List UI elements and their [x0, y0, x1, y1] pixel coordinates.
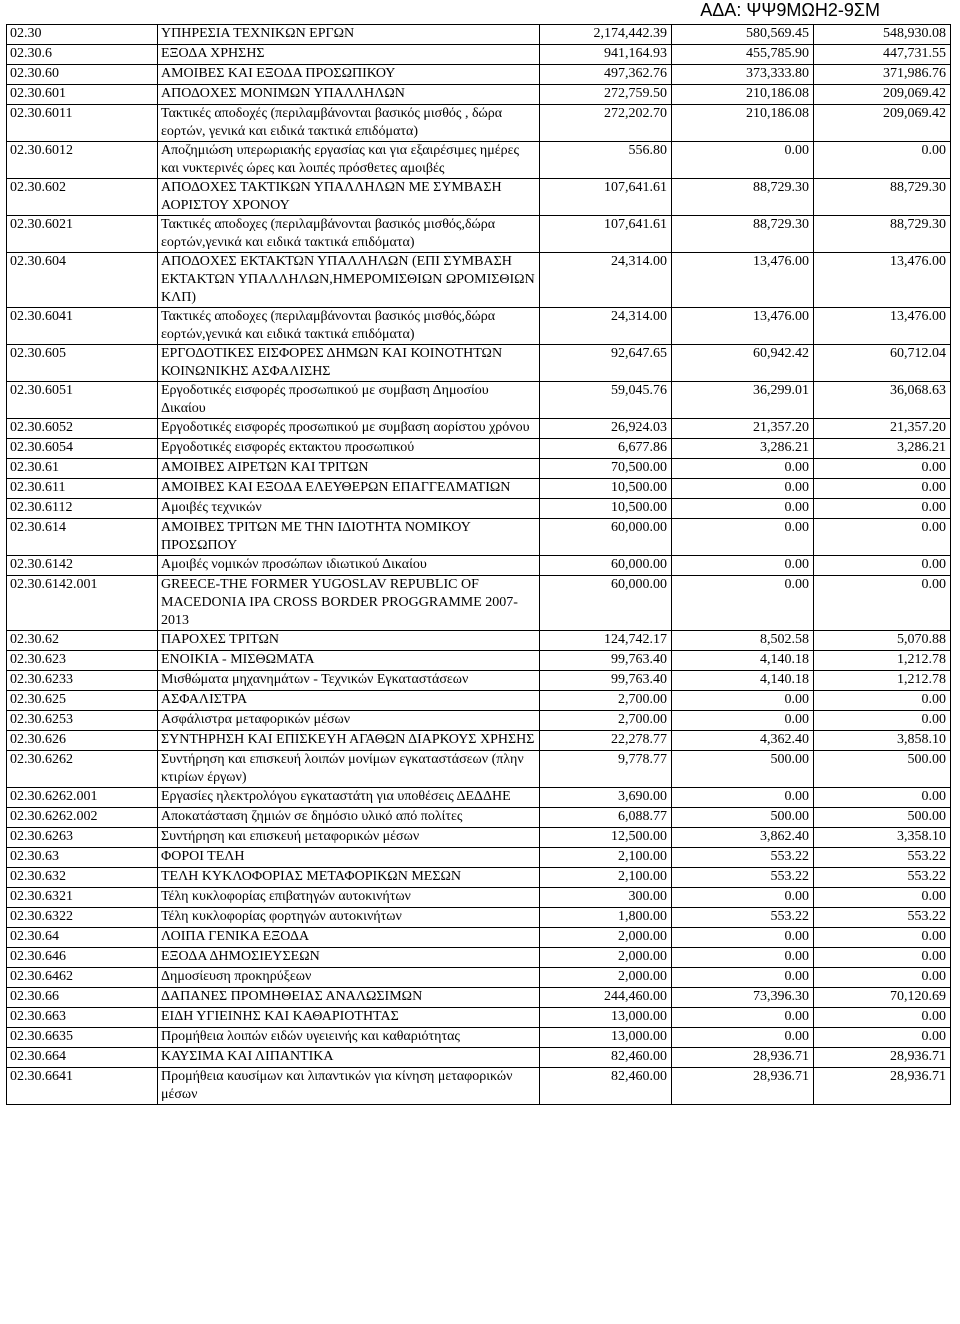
table-row: [7, 345, 951, 382]
account-description: ΑΣΦΑΛΙΣΤΡΑ: [158, 691, 540, 711]
account-code: 02.30.601: [7, 85, 158, 105]
committed-amount: 553.22: [672, 848, 814, 868]
paid-amount: 0.00: [814, 788, 951, 808]
committed-amount: 553.22: [672, 908, 814, 928]
account-code: 02.30.6112: [7, 499, 158, 519]
account-code: 02.30.6635: [7, 1028, 158, 1048]
table-row: [7, 479, 951, 499]
account-code: 02.30.625: [7, 691, 158, 711]
budget-amount: 12,500.00: [540, 828, 672, 848]
paid-amount: 0.00: [814, 1028, 951, 1048]
committed-amount: 13,476.00: [672, 253, 814, 308]
table-row: [7, 253, 951, 308]
budget-amount: 6,088.77: [540, 808, 672, 828]
budget-amount: 2,100.00: [540, 868, 672, 888]
paid-amount: 1,212.78: [814, 651, 951, 671]
account-description: ΕΞΟΔΑ ΔΗΜΟΣΙΕΥΣΕΩΝ: [158, 948, 540, 968]
table-row: [7, 888, 951, 908]
account-code: 02.30.6021: [7, 216, 158, 253]
paid-amount: 500.00: [814, 808, 951, 828]
committed-amount: 0.00: [672, 1008, 814, 1028]
account-code: 02.30.63: [7, 848, 158, 868]
paid-amount: 0.00: [814, 499, 951, 519]
paid-amount: 447,731.55: [814, 45, 951, 65]
account-description: ΠΑΡΟΧΕΣ ΤΡΙΤΩΝ: [158, 631, 540, 651]
budget-table: [6, 24, 951, 1105]
paid-amount: 0.00: [814, 1008, 951, 1028]
account-code: 02.30.64: [7, 928, 158, 948]
paid-amount: 3,858.10: [814, 731, 951, 751]
committed-amount: 0.00: [672, 576, 814, 631]
account-code: 02.30.604: [7, 253, 158, 308]
account-description: Αποζημιώση υπερωριακής εργασίας και για εξαιρέσιμες ημέρες και νυκτερινές ώρες και λοιπές πρόσθετες αμοιβές: [158, 142, 540, 179]
paid-amount: 553.22: [814, 868, 951, 888]
budget-rows: [7, 25, 951, 1105]
paid-amount: 3,358.10: [814, 828, 951, 848]
account-code: 02.30.6263: [7, 828, 158, 848]
budget-amount: 107,641.61: [540, 179, 672, 216]
paid-amount: 0.00: [814, 459, 951, 479]
account-description: Εργοδοτικές εισφορές προσωπικού με συμβαση Δημοσίου Δικαίου: [158, 382, 540, 419]
budget-amount: 22,278.77: [540, 731, 672, 751]
table-row: [7, 751, 951, 788]
committed-amount: 0.00: [672, 142, 814, 179]
budget-amount: 92,647.65: [540, 345, 672, 382]
account-description: ΑΠΟΔΟΧΕΣ ΤΑΚΤΙΚΩΝ ΥΠΑΛΛΗΛΩΝ ΜΕ ΣΥΜΒΑΣΗ ΑΟΡΙΣΤΟΥ ΧΡΟΝΟΥ: [158, 179, 540, 216]
account-description: Τακτικές αποδοχες (περιλαμβάνονται βασικός μισθός,δώρα εορτών,γενικά και ειδικά τακτικά επιδόματα): [158, 216, 540, 253]
paid-amount: 0.00: [814, 968, 951, 988]
account-description: Τακτικές αποδοχες (περιλαμβάνονται βασικός μισθός,δώρα εορτών,γενικά και ειδικά τακτικά επιδόματα): [158, 308, 540, 345]
account-description: Προμήθεια καυσίμων και λιπαντικών για κίνηση μεταφορικών μέσων: [158, 1068, 540, 1105]
committed-amount: 210,186.08: [672, 105, 814, 142]
account-code: 02.30.66: [7, 988, 158, 1008]
committed-amount: 210,186.08: [672, 85, 814, 105]
table-row: [7, 382, 951, 419]
account-description: ΔΑΠΑΝΕΣ ΠΡΟΜΗΘΕΙΑΣ ΑΝΑΛΩΣΙΜΩΝ: [158, 988, 540, 1008]
budget-amount: 244,460.00: [540, 988, 672, 1008]
budget-amount: 124,742.17: [540, 631, 672, 651]
account-description: ΕΝΟΙΚΙΑ - ΜΙΣΘΩΜΑΤΑ: [158, 651, 540, 671]
budget-amount: 107,641.61: [540, 216, 672, 253]
paid-amount: 0.00: [814, 479, 951, 499]
budget-amount: 2,000.00: [540, 968, 672, 988]
budget-amount: 2,000.00: [540, 928, 672, 948]
account-description: ΑΠΟΔΟΧΕΣ ΕΚΤΑΚΤΩΝ ΥΠΑΛΛΗΛΩΝ (ΕΠΙ ΣΥΜΒΑΣΗ ΕΚΤΑΚΤΩΝ ΥΠΑΛΛΗΛΩΝ,ΗΜΕΡΟΜΙΣΘΙΩΝ ΩΡΟΜΙΣΘΙΩΝ ΚΛΠ): [158, 253, 540, 308]
account-description: ΕΡΓΟΔΟΤΙΚΕΣ ΕΙΣΦΟΡΕΣ ΔΗΜΩΝ ΚΑΙ ΚΟΙΝΟΤΗΤΩΝ ΚΟΙΝΩΝΙΚΗΣ ΑΣΦΑΛΙΣΗΣ: [158, 345, 540, 382]
paid-amount: 553.22: [814, 848, 951, 868]
committed-amount: 21,357.20: [672, 419, 814, 439]
account-description: Μισθώματα μηχανημάτων - Τεχνικών Εγκαταστάσεων: [158, 671, 540, 691]
paid-amount: 500.00: [814, 751, 951, 788]
ada-code: ΑΔΑ: ΨΨ9ΜΩΗ2-9ΣΜ: [700, 0, 880, 20]
account-code: 02.30.6011: [7, 105, 158, 142]
budget-amount: 60,000.00: [540, 556, 672, 576]
budget-amount: 99,763.40: [540, 651, 672, 671]
account-description: Τέλη κυκλοφορίας φορτηγών αυτοκινήτων: [158, 908, 540, 928]
account-code: 02.30.6262.001: [7, 788, 158, 808]
table-row: [7, 671, 951, 691]
account-description: ΚΑΥΣΙΜΑ ΚΑΙ ΛΙΠΑΝΤΙΚΑ: [158, 1048, 540, 1068]
committed-amount: 373,333.80: [672, 65, 814, 85]
table-row: [7, 499, 951, 519]
account-code: 02.30.6012: [7, 142, 158, 179]
table-row: [7, 731, 951, 751]
account-description: GREECE-THE FORMER YUGOSLAV REPUBLIC OF MACEDONIA IPA CROSS BORDER PROGGRAMME 2007-2013: [158, 576, 540, 631]
committed-amount: 580,569.45: [672, 25, 814, 45]
account-code: 02.30.6462: [7, 968, 158, 988]
account-description: Ασφάλιστρα μεταφορικών μέσων: [158, 711, 540, 731]
table-row: [7, 459, 951, 479]
budget-amount: 2,174,442.39: [540, 25, 672, 45]
paid-amount: 209,069.42: [814, 85, 951, 105]
budget-amount: 9,778.77: [540, 751, 672, 788]
account-code: 02.30.611: [7, 479, 158, 499]
committed-amount: 0.00: [672, 479, 814, 499]
committed-amount: 0.00: [672, 691, 814, 711]
account-code: 02.30.6322: [7, 908, 158, 928]
budget-amount: 6,677.86: [540, 439, 672, 459]
account-code: 02.30.6: [7, 45, 158, 65]
budget-amount: 24,314.00: [540, 308, 672, 345]
paid-amount: 60,712.04: [814, 345, 951, 382]
budget-amount: 82,460.00: [540, 1068, 672, 1105]
committed-amount: 88,729.30: [672, 179, 814, 216]
paid-amount: 1,212.78: [814, 671, 951, 691]
account-description: ΑΠΟΔΟΧΕΣ ΜΟΝΙΜΩΝ ΥΠΑΛΛΗΛΩΝ: [158, 85, 540, 105]
paid-amount: 553.22: [814, 908, 951, 928]
paid-amount: 28,936.71: [814, 1068, 951, 1105]
table-row: [7, 439, 951, 459]
account-description: Συντήρηση και επισκευή μεταφορικών μέσων: [158, 828, 540, 848]
account-code: 02.30.6051: [7, 382, 158, 419]
committed-amount: 28,936.71: [672, 1068, 814, 1105]
table-row: [7, 216, 951, 253]
account-code: 02.30.646: [7, 948, 158, 968]
paid-amount: 0.00: [814, 556, 951, 576]
table-row: [7, 788, 951, 808]
account-code: 02.30.6641: [7, 1068, 158, 1105]
table-row: [7, 691, 951, 711]
account-description: ΛΟΙΠΑ ΓΕΝΙΚΑ ΕΞΟΔΑ: [158, 928, 540, 948]
account-code: 02.30.6052: [7, 419, 158, 439]
table-row: [7, 868, 951, 888]
committed-amount: 0.00: [672, 519, 814, 556]
account-code: 02.30.6142.001: [7, 576, 158, 631]
budget-amount: 2,700.00: [540, 691, 672, 711]
budget-amount: 3,690.00: [540, 788, 672, 808]
table-row: [7, 45, 951, 65]
paid-amount: 0.00: [814, 142, 951, 179]
paid-amount: 0.00: [814, 519, 951, 556]
budget-amount: 2,100.00: [540, 848, 672, 868]
paid-amount: 88,729.30: [814, 179, 951, 216]
table-row: [7, 968, 951, 988]
account-code: 02.30.626: [7, 731, 158, 751]
account-description: ΦΟΡΟΙ ΤΕΛΗ: [158, 848, 540, 868]
table-row: [7, 828, 951, 848]
table-row: [7, 25, 951, 45]
budget-amount: 941,164.93: [540, 45, 672, 65]
paid-amount: 21,357.20: [814, 419, 951, 439]
committed-amount: 0.00: [672, 968, 814, 988]
committed-amount: 0.00: [672, 888, 814, 908]
table-row: [7, 1008, 951, 1028]
committed-amount: 36,299.01: [672, 382, 814, 419]
committed-amount: 88,729.30: [672, 216, 814, 253]
committed-amount: 13,476.00: [672, 308, 814, 345]
account-description: Προμήθεια λοιπών ειδών υγειεινής και καθαριότητας: [158, 1028, 540, 1048]
account-description: Αμοιβές τεχνικών: [158, 499, 540, 519]
paid-amount: 5,070.88: [814, 631, 951, 651]
table-row: [7, 631, 951, 651]
committed-amount: 8,502.58: [672, 631, 814, 651]
committed-amount: 455,785.90: [672, 45, 814, 65]
budget-amount: 60,000.00: [540, 519, 672, 556]
table-row: [7, 556, 951, 576]
budget-amount: 497,362.76: [540, 65, 672, 85]
table-row: [7, 928, 951, 948]
table-row: [7, 419, 951, 439]
account-code: 02.30.60: [7, 65, 158, 85]
table-row: [7, 65, 951, 85]
account-code: 02.30.61: [7, 459, 158, 479]
account-description: ΑΜΟΙΒΕΣ ΚΑΙ ΕΞΟΔΑ ΠΡΟΣΩΠΙΚΟΥ: [158, 65, 540, 85]
budget-amount: 59,045.76: [540, 382, 672, 419]
committed-amount: 500.00: [672, 808, 814, 828]
committed-amount: 500.00: [672, 751, 814, 788]
committed-amount: 0.00: [672, 459, 814, 479]
committed-amount: 4,362.40: [672, 731, 814, 751]
paid-amount: 3,286.21: [814, 439, 951, 459]
account-description: Δημοσίευση προκηρύξεων: [158, 968, 540, 988]
budget-amount: 13,000.00: [540, 1008, 672, 1028]
committed-amount: 73,396.30: [672, 988, 814, 1008]
table-row: [7, 948, 951, 968]
account-description: Εργοδοτικές εισφορές προσωπικού με συμβαση αορίστου χρόνου: [158, 419, 540, 439]
account-code: 02.30.6253: [7, 711, 158, 731]
table-row: [7, 142, 951, 179]
table-row: [7, 179, 951, 216]
paid-amount: 0.00: [814, 948, 951, 968]
paid-amount: 28,936.71: [814, 1048, 951, 1068]
budget-amount: 2,000.00: [540, 948, 672, 968]
paid-amount: 0.00: [814, 888, 951, 908]
account-description: ΑΜΟΙΒΕΣ ΑΙΡΕΤΩΝ ΚΑΙ ΤΡΙΤΩΝ: [158, 459, 540, 479]
account-code: 02.30.614: [7, 519, 158, 556]
paid-amount: 371,986.76: [814, 65, 951, 85]
budget-amount: 2,700.00: [540, 711, 672, 731]
account-description: Τακτικές αποδοχές (περιλαμβάνονται βασικός μισθός , δώρα εορτών, γενικά και ειδικά τακτικά επιδόματα): [158, 105, 540, 142]
table-row: [7, 519, 951, 556]
committed-amount: 4,140.18: [672, 651, 814, 671]
account-description: ΥΠΗΡΕΣΙΑ ΤΕΧΝΙΚΩΝ ΕΡΓΩΝ: [158, 25, 540, 45]
account-description: Τέλη κυκλοφορίας επιβατηγών αυτοκινήτων: [158, 888, 540, 908]
account-description: ΕΞΟΔΑ ΧΡΗΣΗΣ: [158, 45, 540, 65]
paid-amount: 548,930.08: [814, 25, 951, 45]
table-row: [7, 105, 951, 142]
paid-amount: 0.00: [814, 576, 951, 631]
account-code: 02.30.6142: [7, 556, 158, 576]
paid-amount: 0.00: [814, 928, 951, 948]
committed-amount: 0.00: [672, 499, 814, 519]
committed-amount: 0.00: [672, 556, 814, 576]
account-description: ΤΕΛΗ ΚΥΚΛΟΦΟΡΙΑΣ ΜΕΤΑΦΟΡΙΚΩΝ ΜΕΣΩΝ: [158, 868, 540, 888]
account-description: Αμοιβές νομικών προσώπων ιδιωτικού Δικαίου: [158, 556, 540, 576]
account-code: 02.30.605: [7, 345, 158, 382]
budget-amount: 10,500.00: [540, 479, 672, 499]
paid-amount: 0.00: [814, 711, 951, 731]
account-code: 02.30.6262: [7, 751, 158, 788]
budget-amount: 82,460.00: [540, 1048, 672, 1068]
account-code: 02.30.623: [7, 651, 158, 671]
committed-amount: 60,942.42: [672, 345, 814, 382]
committed-amount: 28,936.71: [672, 1048, 814, 1068]
paid-amount: 70,120.69: [814, 988, 951, 1008]
paid-amount: 13,476.00: [814, 308, 951, 345]
budget-amount: 70,500.00: [540, 459, 672, 479]
table-row: [7, 308, 951, 345]
table-row: [7, 651, 951, 671]
budget-amount: 60,000.00: [540, 576, 672, 631]
account-code: 02.30.664: [7, 1048, 158, 1068]
account-code: 02.30.6321: [7, 888, 158, 908]
committed-amount: 0.00: [672, 711, 814, 731]
paid-amount: 88,729.30: [814, 216, 951, 253]
table-row: [7, 808, 951, 828]
account-description: ΕΙΔΗ ΥΓΙΕΙΝΗΣ ΚΑΙ ΚΑΘΑΡΙΟΤΗΤΑΣ: [158, 1008, 540, 1028]
budget-amount: 272,759.50: [540, 85, 672, 105]
account-description: Συντήρηση και επισκευή λοιπών μονίμων εγκαταστάσεων (πλην κτιρίων έργων): [158, 751, 540, 788]
table-row: [7, 908, 951, 928]
account-code: 02.30.62: [7, 631, 158, 651]
account-code: 02.30.632: [7, 868, 158, 888]
committed-amount: 0.00: [672, 928, 814, 948]
account-description: ΣΥΝΤΗΡΗΣΗ ΚΑΙ ΕΠΙΣΚΕΥΗ ΑΓΑΘΩΝ ΔΙΑΡΚΟΥΣ ΧΡΗΣΗΣ: [158, 731, 540, 751]
committed-amount: 553.22: [672, 868, 814, 888]
committed-amount: 4,140.18: [672, 671, 814, 691]
account-description: Εργοδοτικές εισφορές εκτακτου προσωπικού: [158, 439, 540, 459]
budget-amount: 10,500.00: [540, 499, 672, 519]
committed-amount: 3,862.40: [672, 828, 814, 848]
budget-amount: 26,924.03: [540, 419, 672, 439]
table-row: [7, 848, 951, 868]
table-row: [7, 1068, 951, 1105]
account-description: ΑΜΟΙΒΕΣ ΤΡΙΤΩΝ ΜΕ ΤΗΝ ΙΔΙΟΤΗΤΑ ΝΟΜΙΚΟΥ ΠΡΟΣΩΠΟΥ: [158, 519, 540, 556]
account-code: 02.30: [7, 25, 158, 45]
table-row: [7, 711, 951, 731]
table-row: [7, 576, 951, 631]
account-description: Αποκατάσταση ζημιών σε δημόσιο υλικό από πολίτες: [158, 808, 540, 828]
account-code: 02.30.6041: [7, 308, 158, 345]
table-row: [7, 85, 951, 105]
committed-amount: 0.00: [672, 1028, 814, 1048]
account-description: ΑΜΟΙΒΕΣ ΚΑΙ ΕΞΟΔΑ ΕΛΕΥΘΕΡΩΝ ΕΠΑΓΓΕΛΜΑΤΙΩΝ: [158, 479, 540, 499]
committed-amount: 0.00: [672, 948, 814, 968]
table-row: [7, 988, 951, 1008]
paid-amount: 0.00: [814, 691, 951, 711]
budget-amount: 24,314.00: [540, 253, 672, 308]
budget-amount: 556.80: [540, 142, 672, 179]
account-code: 02.30.6233: [7, 671, 158, 691]
budget-amount: 99,763.40: [540, 671, 672, 691]
account-code: 02.30.663: [7, 1008, 158, 1028]
budget-amount: 13,000.00: [540, 1028, 672, 1048]
table-row: [7, 1048, 951, 1068]
account-code: 02.30.6262.002: [7, 808, 158, 828]
paid-amount: 36,068.63: [814, 382, 951, 419]
table-row: [7, 1028, 951, 1048]
account-code: 02.30.6054: [7, 439, 158, 459]
budget-amount: 272,202.70: [540, 105, 672, 142]
paid-amount: 13,476.00: [814, 253, 951, 308]
account-code: 02.30.602: [7, 179, 158, 216]
budget-amount: 300.00: [540, 888, 672, 908]
account-description: Εργασίες ηλεκτρολόγου εγκαταστάτη για υποθέσεις ΔΕΔΔΗΕ: [158, 788, 540, 808]
budget-amount: 1,800.00: [540, 908, 672, 928]
committed-amount: 3,286.21: [672, 439, 814, 459]
paid-amount: 209,069.42: [814, 105, 951, 142]
committed-amount: 0.00: [672, 788, 814, 808]
